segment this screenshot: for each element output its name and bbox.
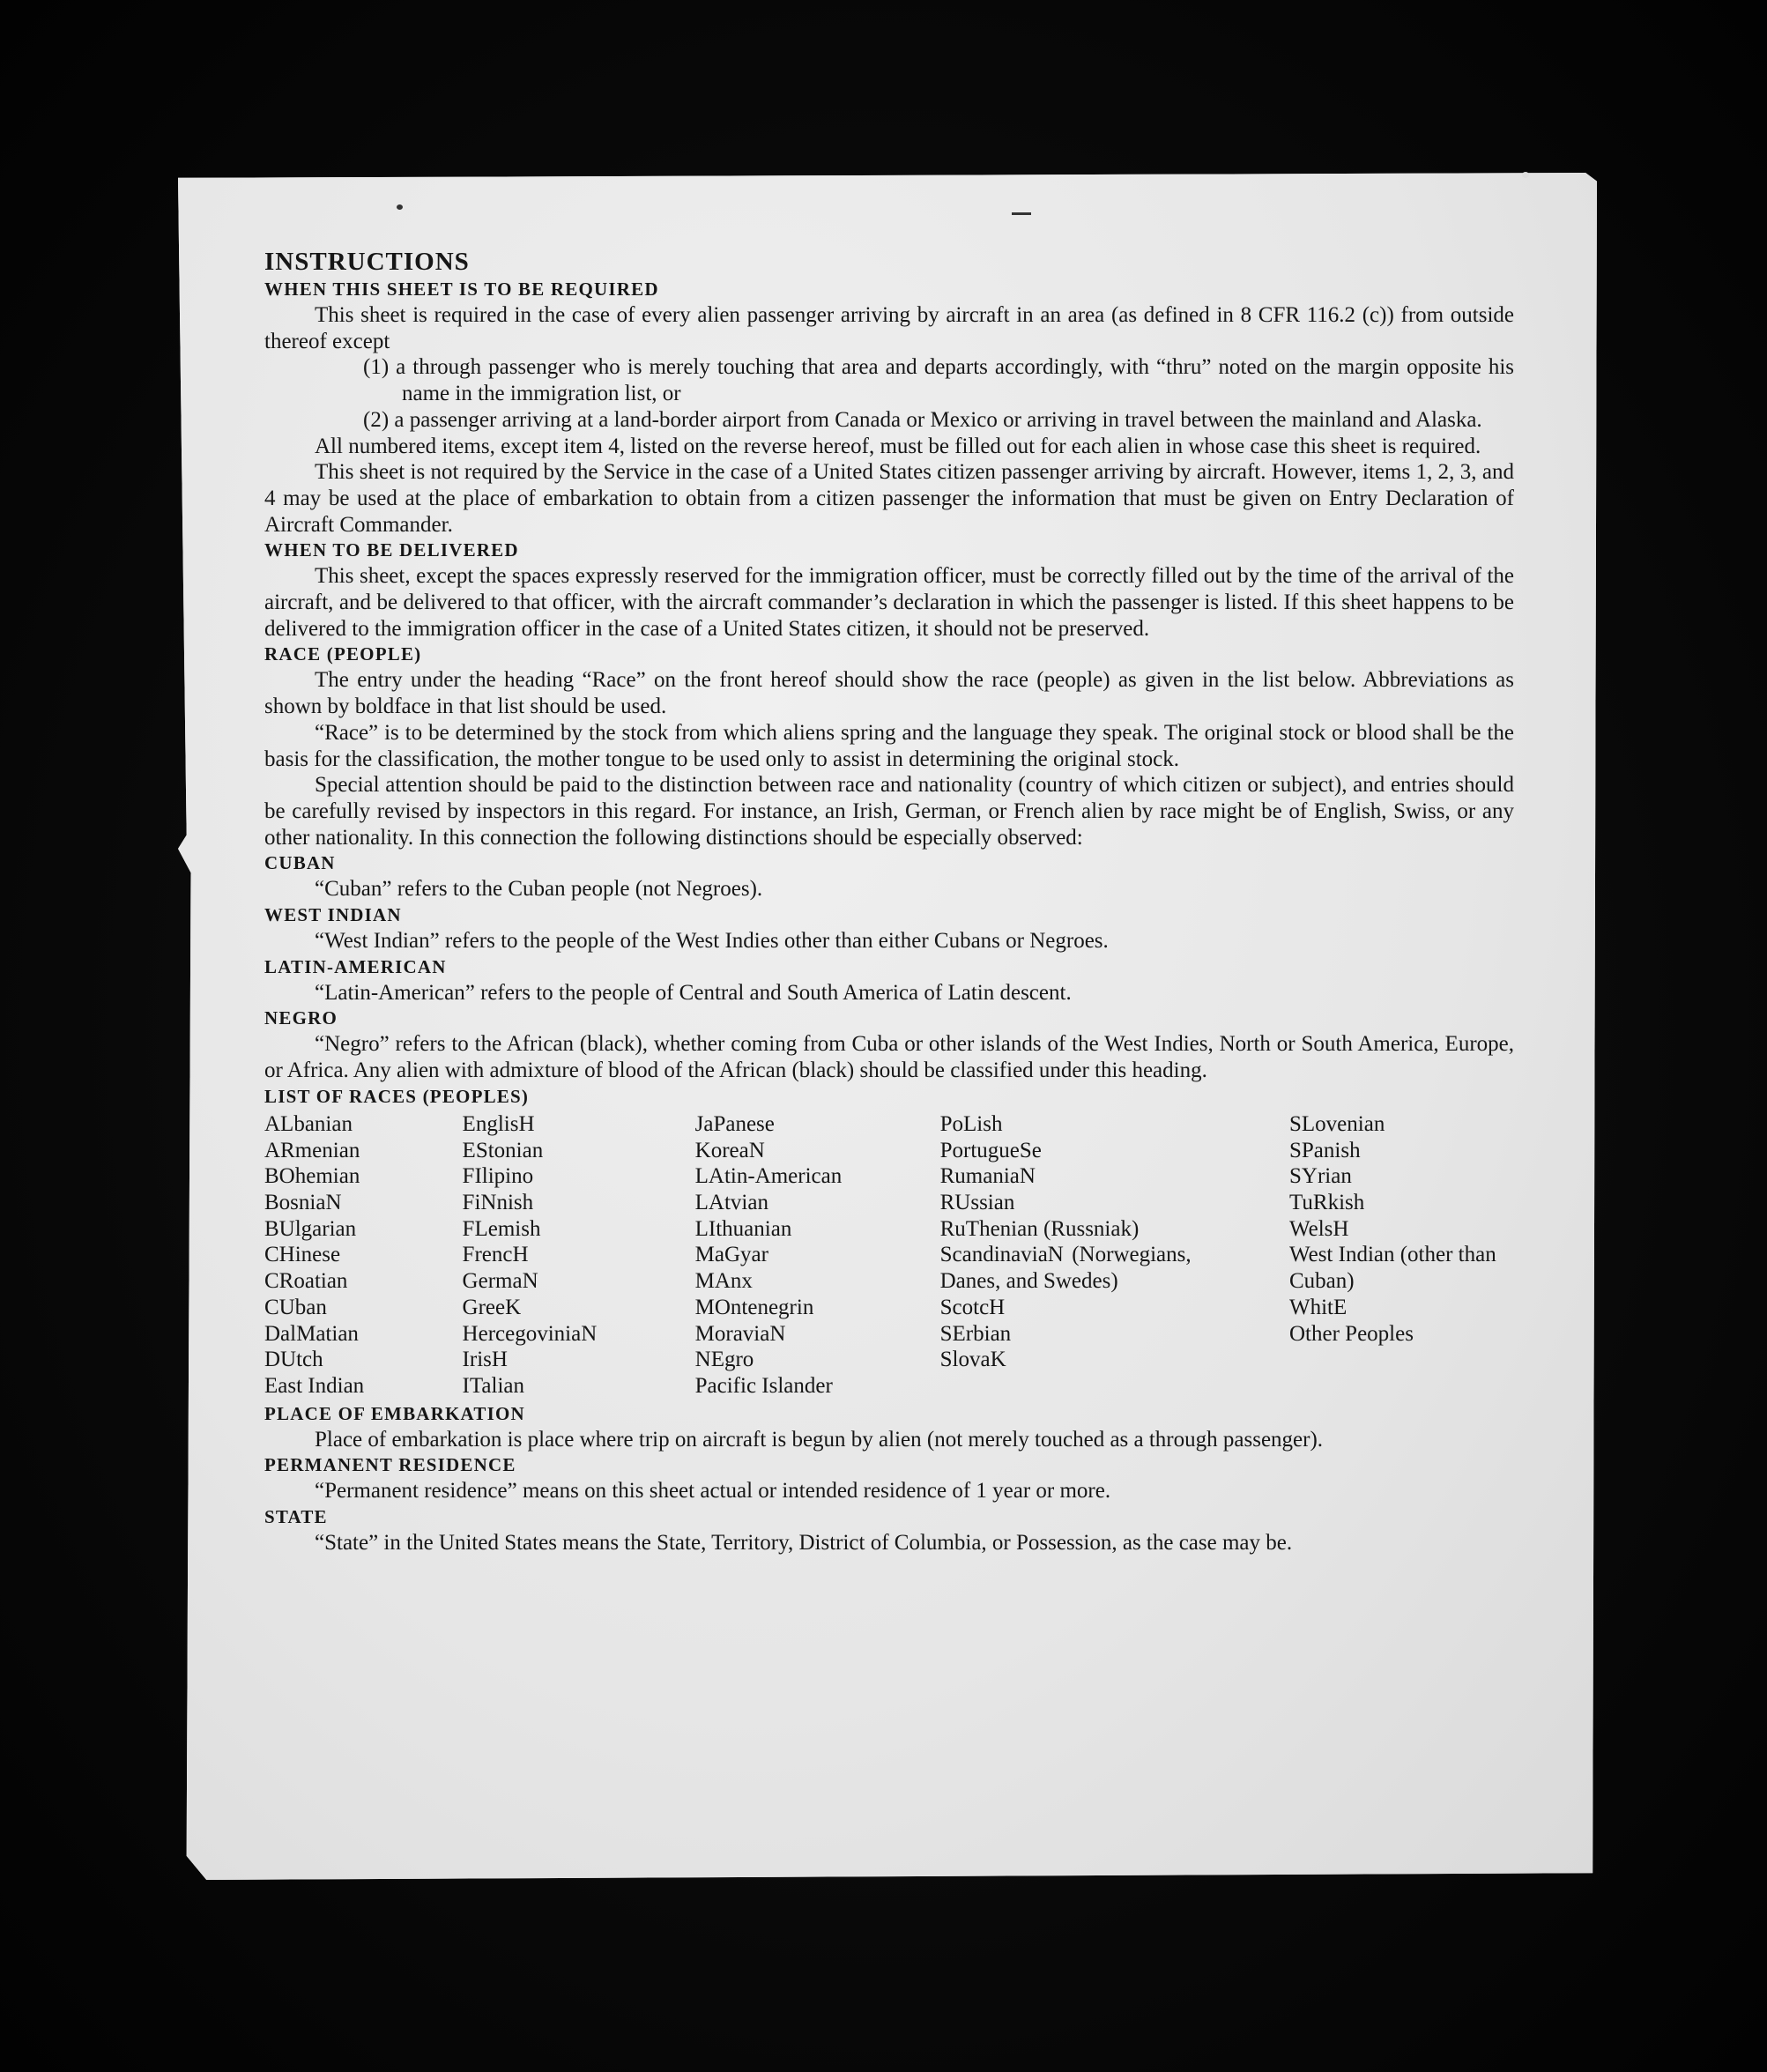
race-entry: CRoatian (264, 1269, 348, 1294)
race-entry: BosniaN (264, 1190, 342, 1214)
negro-text: “Negro” refers to the African (black), whether coming from Cuba or other islands of the West Indies, North or South America, Europe, or Africa. Any alien with admixture of blood of the African (black) should be classified under this heading. (264, 1032, 1514, 1083)
scan-speck (397, 204, 403, 210)
heading-latin-american: LATIN-AMERICAN (264, 955, 447, 977)
when-required-para3: This sheet is not required by the Service in the case of a United States citizen passenger arriving by aircraft. However, items 1, 2, 3, and 4 may be used at the place of embarkation to obtain from a citizen passenger the information that must be given on Entry Declaration of Aircraft Commander. (264, 460, 1514, 537)
race-entry: ScotcH (939, 1295, 1006, 1319)
race-entry: ScandinaviaN (Norwegians, Danes, and Swedes) (939, 1243, 1192, 1294)
heading-negro: NEGRO (264, 1007, 338, 1029)
heading-race: RACE (PEOPLE) (264, 643, 422, 665)
race-entry: SLovenian (1289, 1111, 1385, 1136)
west-indian-text: “West Indian” refers to the people of the West Indies other than either Cubans or Negroes. (315, 929, 1109, 954)
race-entry: RumaniaN (939, 1164, 1036, 1189)
race-entry: KoreaN (694, 1138, 765, 1162)
race-column-3 (695, 1111, 843, 1400)
race-column-1 (264, 1111, 364, 1400)
heading-cuban: CUBAN (264, 852, 336, 874)
race-entry: CUban (264, 1295, 327, 1319)
race-para1: The entry under the heading “Race” on the front hereof should show the race (people) as given in the list below. Abbreviations as shown by boldface in that list should be used. (264, 668, 1514, 719)
race-entry: West Indian (other than Cuban) (1289, 1243, 1496, 1294)
race-entry: CHinese (264, 1243, 341, 1267)
race-entry: SYrian (1289, 1164, 1352, 1189)
race-entry: MaGyar (694, 1243, 768, 1267)
race-entry: FIlipino (462, 1164, 534, 1189)
race-entry: RUssian (939, 1190, 1015, 1214)
exception-item: (1) a through passenger who is merely touching that area and departs accordingly, with “thru” noted on the margin opposite his name in the immigration list, or (363, 355, 1514, 406)
document-body (264, 247, 1514, 1556)
permanent-residence-text: “Permanent residence” means on this sheet actual or intended residence of 1 year or more. (315, 1479, 1111, 1504)
race-column-4 (940, 1111, 1192, 1400)
when-required-para2: All numbered items, except item 4, listed on the reverse hereof, must be filled out for each alien in whose case this sheet is required. (315, 434, 1481, 458)
scan-speck (1522, 172, 1529, 178)
embarkation-text: Place of embarkation is place where trip on aircraft is begun by alien (not merely touched as a through passenger). (315, 1427, 1324, 1452)
heading-list-of-races: LIST OF RACES (PEOPLES) (264, 1085, 530, 1107)
race-entry: MoraviaN (694, 1321, 786, 1346)
race-entry: PoLish (939, 1111, 1003, 1136)
document-title: INSTRUCTIONS (264, 248, 470, 276)
race-entry: ALbanian (264, 1111, 353, 1136)
race-column-2 (463, 1111, 598, 1400)
race-entry: ARmenian (264, 1138, 360, 1162)
race-entry: NEgro (694, 1348, 754, 1372)
race-entry: BUlgarian (264, 1216, 357, 1241)
race-entry: FLemish (462, 1216, 541, 1241)
race-para3: Special attention should be paid to the distinction between race and nationality (country of which citizen or subject), and entries should be carefully revised by inspectors in this regard. For instance, an Irish, German, or French alien by race might be of English, Swiss, or any other nationality. In this connection the following distinctions should be especially observed: (264, 773, 1514, 850)
exception-item: (2) a passenger arriving at a land-border airport from Canada or Mexico or arriving in travel between the mainland and Alaska. (363, 407, 1482, 432)
race-entry: WhitE (1289, 1295, 1348, 1319)
race-entry: IrisH (462, 1348, 508, 1372)
when-delivered-text: This sheet, except the spaces expressly reserved for the immigration officer, must be correctly filled out by the time of the arrival of the aircraft, and be delivered to that officer, with the aircraft commander’s declaration in which the passenger is listed. If this sheet happens to be delivered to the immigration officer in the case of a United States citizen, it should not be preserved. (264, 564, 1514, 641)
race-entry: BOhemian (264, 1164, 360, 1189)
race-entry: FiNnish (462, 1190, 534, 1214)
race-entry: SErbian (939, 1321, 1012, 1346)
race-entry: HercegoviniaN (462, 1321, 598, 1346)
race-entry: TuRkish (1289, 1190, 1365, 1214)
race-entry: LIthuanian (694, 1216, 792, 1241)
race-entry: PortugueSe (939, 1138, 1042, 1162)
race-entry: EStonian (462, 1138, 544, 1162)
exceptions-list (303, 354, 1514, 433)
race-entry: LAtvian (694, 1190, 768, 1214)
race-entry: GreeK (462, 1295, 522, 1319)
race-entry: DUtch (264, 1348, 323, 1372)
race-para2: “Race” is to be determined by the stock from which aliens spring and the language they speak. The original stock or blood shall be the basis for the classification, the mother tongue to be used only to assist in determining the original stock. (264, 720, 1514, 771)
race-entry: EnglisH (462, 1111, 535, 1136)
race-entry: Other Peoples (1289, 1321, 1414, 1346)
race-entry: SlovaK (939, 1348, 1006, 1372)
race-entry: GermaN (462, 1269, 538, 1294)
race-entry: RuThenian (Russniak) (939, 1216, 1140, 1241)
race-entry: East Indian (264, 1373, 365, 1398)
race-list (264, 1111, 1514, 1400)
race-entry: FrencH (462, 1243, 529, 1267)
heading-when-required: WHEN THIS SHEET IS TO BE REQUIRED (264, 278, 659, 300)
race-column-5 (1289, 1111, 1514, 1400)
race-entry: WelsH (1289, 1216, 1349, 1241)
race-entry: LAtin-American (694, 1164, 843, 1189)
race-entry: Pacific Islander (694, 1373, 833, 1398)
scan-speck (1012, 212, 1031, 215)
heading-embarkation: PLACE OF EMBARKATION (264, 1402, 525, 1424)
race-entry: DalMatian (264, 1321, 359, 1346)
race-entry: ITalian (462, 1373, 524, 1398)
race-entry: JaPanese (694, 1111, 775, 1136)
when-required-intro: This sheet is required in the case of every alien passenger arriving by aircraft in an area (as defined in 8 CFR 116.2 (c)) from outside thereof except (264, 303, 1514, 353)
race-entry: MAnx (694, 1269, 753, 1294)
heading-when-delivered: WHEN TO BE DELIVERED (264, 539, 519, 561)
heading-west-indian: WEST INDIAN (264, 904, 402, 926)
race-entry: MOntenegrin (694, 1295, 814, 1319)
state-text: “State” in the United States means the State, Territory, District of Columbia, or Possession, as the case may be. (315, 1531, 1293, 1556)
race-entry: SPanish (1289, 1138, 1361, 1162)
heading-permanent-residence: PERMANENT RESIDENCE (264, 1454, 516, 1476)
heading-state: STATE (264, 1506, 328, 1528)
latin-american-text: “Latin-American” refers to the people of Central and South America of Latin descent. (315, 980, 1072, 1005)
cuban-text: “Cuban” refers to the Cuban people (not Negroes). (315, 877, 763, 902)
